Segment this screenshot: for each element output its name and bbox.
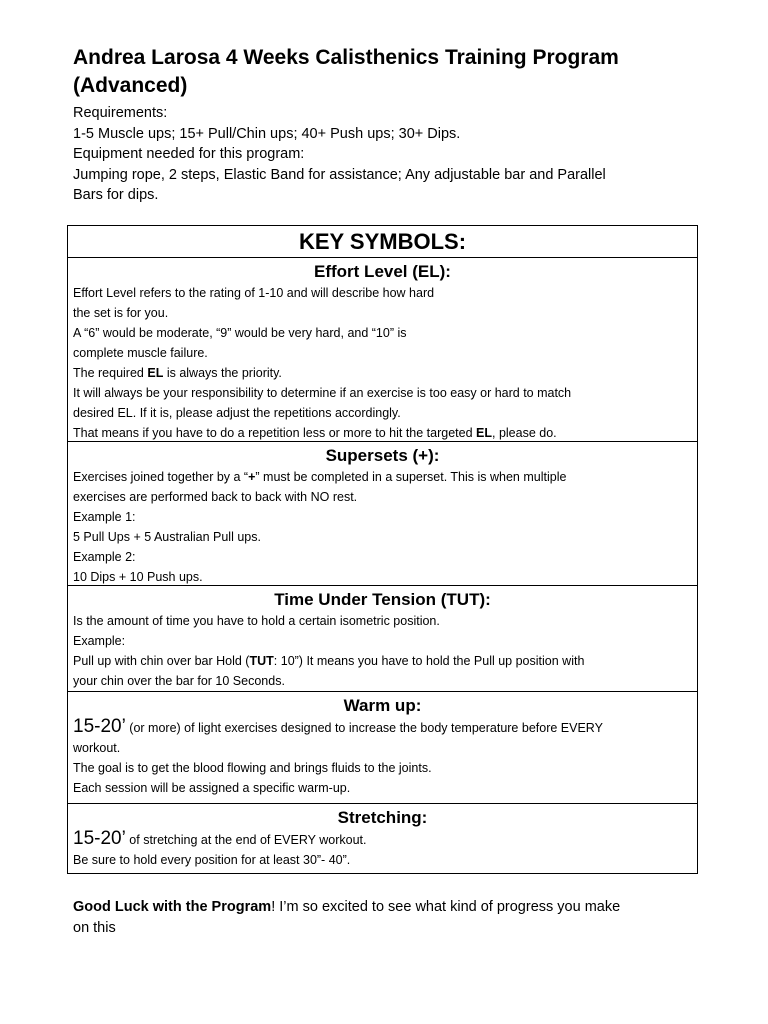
plus-symbol: + bbox=[248, 470, 256, 484]
warm-up-line: workout. bbox=[73, 741, 121, 755]
good-luck-text: Good Luck with the Program bbox=[73, 899, 272, 915]
warm-up-line: The goal is to get the blood flowing and brings fluids to the joints. bbox=[73, 761, 432, 775]
effort-line: the set is for you. bbox=[73, 306, 169, 320]
effort-line: desired EL. If it is, please adjust the repetitions accordingly. bbox=[73, 406, 401, 420]
effort-level-title: Effort Level (EL): bbox=[314, 262, 451, 281]
text-fragment: Pull up with chin over bar Hold ( bbox=[73, 654, 250, 668]
supersets-line: Example 1: bbox=[73, 510, 136, 524]
title-line-1: Andrea Larosa 4 Weeks Calisthenics Training Program bbox=[73, 46, 619, 69]
requirements-label: Requirements: bbox=[73, 105, 168, 121]
text-fragment: ” must be completed in a superset. This is when multiple bbox=[255, 470, 567, 484]
equipment-line-2: Bars for dips. bbox=[73, 187, 159, 203]
tut-line: your chin over the bar for 10 Seconds. bbox=[73, 674, 285, 688]
supersets-line: 10 Dips + 10 Push ups. bbox=[73, 570, 203, 584]
warm-up-line bbox=[73, 717, 692, 738]
effort-line: complete muscle failure. bbox=[73, 346, 208, 360]
tut-line: Example: bbox=[73, 634, 126, 648]
tut-line bbox=[73, 651, 692, 671]
text-fragment: , please do. bbox=[492, 426, 557, 440]
tut-section bbox=[68, 586, 697, 692]
key-symbols-heading: KEY SYMBOLS: bbox=[68, 226, 697, 258]
title-line-2: (Advanced) bbox=[73, 74, 188, 97]
document-header bbox=[73, 44, 699, 206]
supersets-line: exercises are performed back to back with NO rest. bbox=[73, 490, 358, 504]
effort-line bbox=[73, 423, 692, 443]
warm-up-section bbox=[68, 692, 697, 804]
text-fragment: of stretching at the end of EVERY workout. bbox=[125, 833, 367, 847]
stretching-section bbox=[68, 804, 697, 875]
warm-up-line: Each session will be assigned a specific warm-up. bbox=[73, 781, 351, 795]
text-fragment: is always the priority. bbox=[163, 366, 282, 380]
intro-block bbox=[73, 103, 699, 206]
stretching-line bbox=[73, 829, 692, 850]
effort-line: It will always be your responsibility to determine if an exercise is too easy or hard to match bbox=[73, 386, 572, 400]
text-fragment: : 10”) It means you have to hold the Pull up position with bbox=[273, 654, 585, 668]
closing-message bbox=[73, 897, 713, 939]
effort-level-section bbox=[68, 258, 697, 442]
el-abbrev: EL bbox=[147, 366, 164, 380]
requirements-text: 1-5 Muscle ups; 15+ Pull/Chin ups; 40+ Push ups; 30+ Dips. bbox=[73, 125, 461, 142]
supersets-line bbox=[73, 467, 692, 487]
text-fragment: (or more) of light exercises designed to increase the body temperature before EVERY bbox=[125, 721, 603, 735]
supersets-section bbox=[68, 442, 697, 586]
stretching-title: Stretching: bbox=[337, 808, 428, 827]
text-fragment: The required bbox=[73, 366, 148, 380]
key-symbols-box bbox=[67, 225, 698, 874]
supersets-line: 5 Pull Ups + 5 Australian Pull ups. bbox=[73, 530, 261, 544]
warm-up-title: Warm up: bbox=[343, 696, 422, 715]
stretching-line: Be sure to hold every position for at least 30”- 40”. bbox=[73, 853, 351, 867]
effort-line bbox=[73, 363, 692, 383]
equipment-line-1: Jumping rope, 2 steps, Elastic Band for assistance; Any adjustable bar and Parallel bbox=[73, 166, 606, 183]
supersets-title: Supersets (+): bbox=[325, 446, 440, 465]
equipment-label: Equipment needed for this program: bbox=[73, 146, 305, 162]
effort-line: Effort Level refers to the rating of 1-10 and will describe how hard bbox=[73, 286, 435, 300]
document-title bbox=[73, 44, 699, 100]
text-fragment: That means if you have to do a repetition less or more to hit the targeted bbox=[73, 426, 477, 440]
effort-line: A “6” would be moderate, “9” would be very hard, and “10” is bbox=[73, 326, 407, 340]
tut-abbrev: TUT bbox=[249, 654, 274, 668]
closing-line-1 bbox=[73, 897, 713, 918]
duration-value: 15-20’ bbox=[73, 716, 126, 737]
closing-line-2: on this bbox=[73, 920, 116, 936]
tut-title: Time Under Tension (TUT): bbox=[274, 590, 491, 609]
text-fragment: ! I’m so excited to see what kind of progress you make bbox=[271, 899, 621, 915]
el-abbrev: EL bbox=[476, 426, 492, 440]
text-fragment: Exercises joined together by a “ bbox=[73, 470, 249, 484]
duration-value: 15-20’ bbox=[73, 828, 126, 849]
supersets-line: Example 2: bbox=[73, 550, 136, 564]
tut-line: Is the amount of time you have to hold a certain isometric position. bbox=[73, 614, 440, 628]
